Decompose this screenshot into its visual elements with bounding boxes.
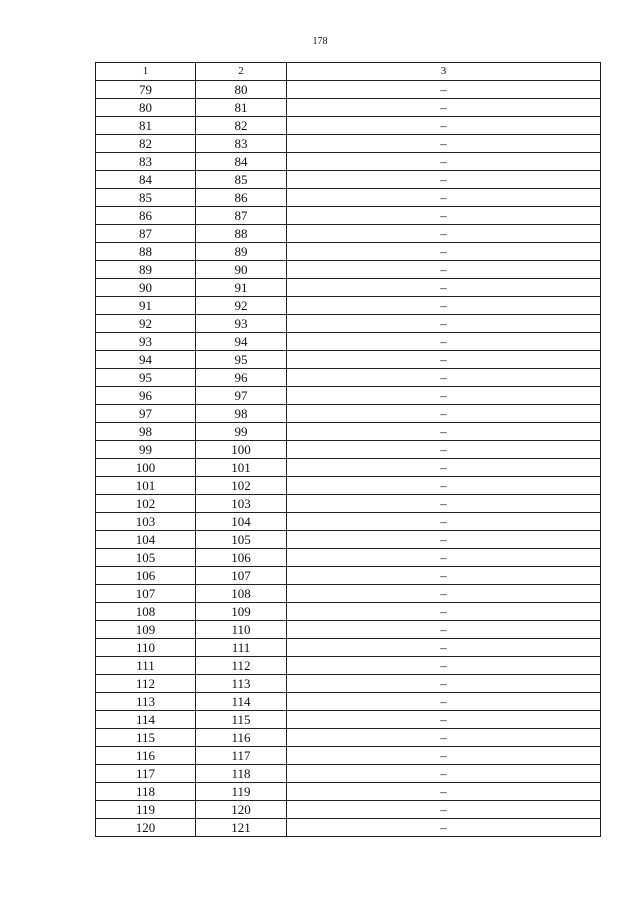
table-cell-col2: 100 xyxy=(196,441,287,459)
table-cell-col2: 102 xyxy=(196,477,287,495)
table-row xyxy=(96,189,601,207)
table-cell-col3: – xyxy=(287,207,601,225)
table-row xyxy=(96,585,601,603)
table-cell-col3: – xyxy=(287,459,601,477)
table-row xyxy=(96,279,601,297)
table-row xyxy=(96,639,601,657)
table-cell-col3: – xyxy=(287,585,601,603)
table-cell-col3: – xyxy=(287,315,601,333)
table-cell-col1: 108 xyxy=(96,603,196,621)
table-row xyxy=(96,333,601,351)
table-cell-col2: 115 xyxy=(196,711,287,729)
table-cell-col2: 111 xyxy=(196,639,287,657)
table-cell-col1: 117 xyxy=(96,765,196,783)
table-cell-col3: – xyxy=(287,549,601,567)
table-cell-col1: 113 xyxy=(96,693,196,711)
table-cell-col1: 86 xyxy=(96,207,196,225)
table-row xyxy=(96,747,601,765)
table-row xyxy=(96,171,601,189)
table-cell-col2: 91 xyxy=(196,279,287,297)
table-cell-col1: 109 xyxy=(96,621,196,639)
table-row xyxy=(96,675,601,693)
table-cell-col1: 110 xyxy=(96,639,196,657)
table-cell-col2: 119 xyxy=(196,783,287,801)
table-cell-col1: 103 xyxy=(96,513,196,531)
table-cell-col3: – xyxy=(287,153,601,171)
table-row xyxy=(96,153,601,171)
table-cell-col3: – xyxy=(287,405,601,423)
table-row xyxy=(96,477,601,495)
table-cell-col2: 82 xyxy=(196,117,287,135)
table-row xyxy=(96,657,601,675)
table-cell-col1: 95 xyxy=(96,369,196,387)
page-number: 178 xyxy=(312,36,328,47)
table-row xyxy=(96,243,601,261)
table-row xyxy=(96,315,601,333)
table-cell-col1: 101 xyxy=(96,477,196,495)
table-cell-col1: 93 xyxy=(96,333,196,351)
table-cell-col2: 92 xyxy=(196,297,287,315)
table-row xyxy=(96,387,601,405)
table-cell-col1: 82 xyxy=(96,135,196,153)
table-row xyxy=(96,621,601,639)
table-cell-col3: – xyxy=(287,351,601,369)
column-header-3: 3 xyxy=(287,63,601,81)
table-header xyxy=(96,63,601,81)
table-cell-col3: – xyxy=(287,387,601,405)
table-cell-col3: – xyxy=(287,639,601,657)
table-cell-col1: 120 xyxy=(96,819,196,837)
table-cell-col1: 104 xyxy=(96,531,196,549)
table-row xyxy=(96,207,601,225)
table-cell-col3: – xyxy=(287,567,601,585)
table-cell-col3: – xyxy=(287,477,601,495)
table-cell-col1: 97 xyxy=(96,405,196,423)
table-cell-col3: – xyxy=(287,513,601,531)
table-row xyxy=(96,135,601,153)
table-cell-col1: 114 xyxy=(96,711,196,729)
table-cell-col3: – xyxy=(287,423,601,441)
table-cell-col3: – xyxy=(287,621,601,639)
table-cell-col1: 88 xyxy=(96,243,196,261)
table-cell-col3: – xyxy=(287,603,601,621)
table-cell-col2: 80 xyxy=(196,81,287,99)
table-cell-col2: 95 xyxy=(196,351,287,369)
table-row xyxy=(96,531,601,549)
table-cell-col1: 80 xyxy=(96,99,196,117)
table-cell-col1: 87 xyxy=(96,225,196,243)
table-cell-col3: – xyxy=(287,729,601,747)
table-cell-col3: – xyxy=(287,711,601,729)
table-cell-col2: 116 xyxy=(196,729,287,747)
table-row xyxy=(96,549,601,567)
table-cell-col1: 92 xyxy=(96,315,196,333)
table-cell-col1: 99 xyxy=(96,441,196,459)
table-cell-col2: 118 xyxy=(196,765,287,783)
table-cell-col1: 89 xyxy=(96,261,196,279)
header-row xyxy=(96,63,601,81)
table-row xyxy=(96,459,601,477)
table-cell-col2: 88 xyxy=(196,225,287,243)
table-cell-col2: 84 xyxy=(196,153,287,171)
table-body xyxy=(96,81,601,837)
table-cell-col3: – xyxy=(287,765,601,783)
table-cell-col1: 102 xyxy=(96,495,196,513)
table-cell-col3: – xyxy=(287,279,601,297)
table-cell-col2: 97 xyxy=(196,387,287,405)
table-cell-col3: – xyxy=(287,243,601,261)
table-cell-col1: 107 xyxy=(96,585,196,603)
table-cell-col3: – xyxy=(287,99,601,117)
table-row xyxy=(96,297,601,315)
table-cell-col2: 94 xyxy=(196,333,287,351)
table-cell-col1: 111 xyxy=(96,657,196,675)
table-cell-col3: – xyxy=(287,675,601,693)
table-cell-col1: 119 xyxy=(96,801,196,819)
table-cell-col2: 106 xyxy=(196,549,287,567)
table-cell-col3: – xyxy=(287,657,601,675)
table-row xyxy=(96,783,601,801)
table-row xyxy=(96,513,601,531)
table-cell-col1: 106 xyxy=(96,567,196,585)
table-cell-col3: – xyxy=(287,171,601,189)
table-cell-col3: – xyxy=(287,693,601,711)
table-row xyxy=(96,693,601,711)
table-cell-col3: – xyxy=(287,747,601,765)
table-row xyxy=(96,117,601,135)
table-cell-col2: 90 xyxy=(196,261,287,279)
table-cell-col3: – xyxy=(287,801,601,819)
table-cell-col2: 120 xyxy=(196,801,287,819)
table-cell-col2: 93 xyxy=(196,315,287,333)
table-cell-col2: 96 xyxy=(196,369,287,387)
table-cell-col2: 113 xyxy=(196,675,287,693)
table-cell-col3: – xyxy=(287,135,601,153)
table-cell-col2: 105 xyxy=(196,531,287,549)
table-cell-col2: 83 xyxy=(196,135,287,153)
table-row xyxy=(96,423,601,441)
table-row xyxy=(96,405,601,423)
table-row xyxy=(96,495,601,513)
table-cell-col3: – xyxy=(287,117,601,135)
table-cell-col3: – xyxy=(287,333,601,351)
table-cell-col1: 96 xyxy=(96,387,196,405)
table-row xyxy=(96,603,601,621)
table-cell-col2: 98 xyxy=(196,405,287,423)
table-cell-col1: 90 xyxy=(96,279,196,297)
table-cell-col2: 101 xyxy=(196,459,287,477)
data-table xyxy=(95,62,601,837)
table-row xyxy=(96,81,601,99)
table-cell-col1: 84 xyxy=(96,171,196,189)
table-cell-col1: 115 xyxy=(96,729,196,747)
table-cell-col2: 103 xyxy=(196,495,287,513)
table-cell-col3: – xyxy=(287,783,601,801)
table-cell-col3: – xyxy=(287,189,601,207)
table-cell-col1: 112 xyxy=(96,675,196,693)
table-row xyxy=(96,819,601,837)
table-cell-col1: 100 xyxy=(96,459,196,477)
table-cell-col3: – xyxy=(287,369,601,387)
table-cell-col2: 110 xyxy=(196,621,287,639)
table-row xyxy=(96,261,601,279)
table-cell-col2: 89 xyxy=(196,243,287,261)
table-cell-col2: 81 xyxy=(196,99,287,117)
table-cell-col1: 83 xyxy=(96,153,196,171)
table-row xyxy=(96,729,601,747)
table-cell-col1: 98 xyxy=(96,423,196,441)
table-cell-col2: 85 xyxy=(196,171,287,189)
table-cell-col3: – xyxy=(287,819,601,837)
table-cell-col1: 116 xyxy=(96,747,196,765)
table-cell-col2: 121 xyxy=(196,819,287,837)
table-row xyxy=(96,801,601,819)
table-row xyxy=(96,99,601,117)
table-cell-col3: – xyxy=(287,531,601,549)
table-cell-col2: 104 xyxy=(196,513,287,531)
table-cell-col1: 79 xyxy=(96,81,196,99)
table-cell-col2: 87 xyxy=(196,207,287,225)
table-row xyxy=(96,567,601,585)
table-cell-col3: – xyxy=(287,495,601,513)
table-cell-col2: 112 xyxy=(196,657,287,675)
table-cell-col1: 118 xyxy=(96,783,196,801)
table-cell-col2: 109 xyxy=(196,603,287,621)
table-row xyxy=(96,225,601,243)
table-cell-col1: 94 xyxy=(96,351,196,369)
table-cell-col2: 99 xyxy=(196,423,287,441)
table-cell-col2: 107 xyxy=(196,567,287,585)
column-header-1: 1 xyxy=(96,63,196,81)
table-row xyxy=(96,765,601,783)
table-row xyxy=(96,369,601,387)
table-cell-col2: 117 xyxy=(196,747,287,765)
table-cell-col1: 85 xyxy=(96,189,196,207)
table-cell-col3: – xyxy=(287,81,601,99)
table-cell-col2: 108 xyxy=(196,585,287,603)
table-row xyxy=(96,711,601,729)
table-row xyxy=(96,351,601,369)
table-cell-col3: – xyxy=(287,441,601,459)
column-header-2: 2 xyxy=(196,63,287,81)
table-cell-col1: 105 xyxy=(96,549,196,567)
table-cell-col1: 91 xyxy=(96,297,196,315)
table-cell-col2: 114 xyxy=(196,693,287,711)
table-cell-col1: 81 xyxy=(96,117,196,135)
table-row xyxy=(96,441,601,459)
table-cell-col3: – xyxy=(287,297,601,315)
table-cell-col3: – xyxy=(287,261,601,279)
table-cell-col2: 86 xyxy=(196,189,287,207)
table-cell-col3: – xyxy=(287,225,601,243)
